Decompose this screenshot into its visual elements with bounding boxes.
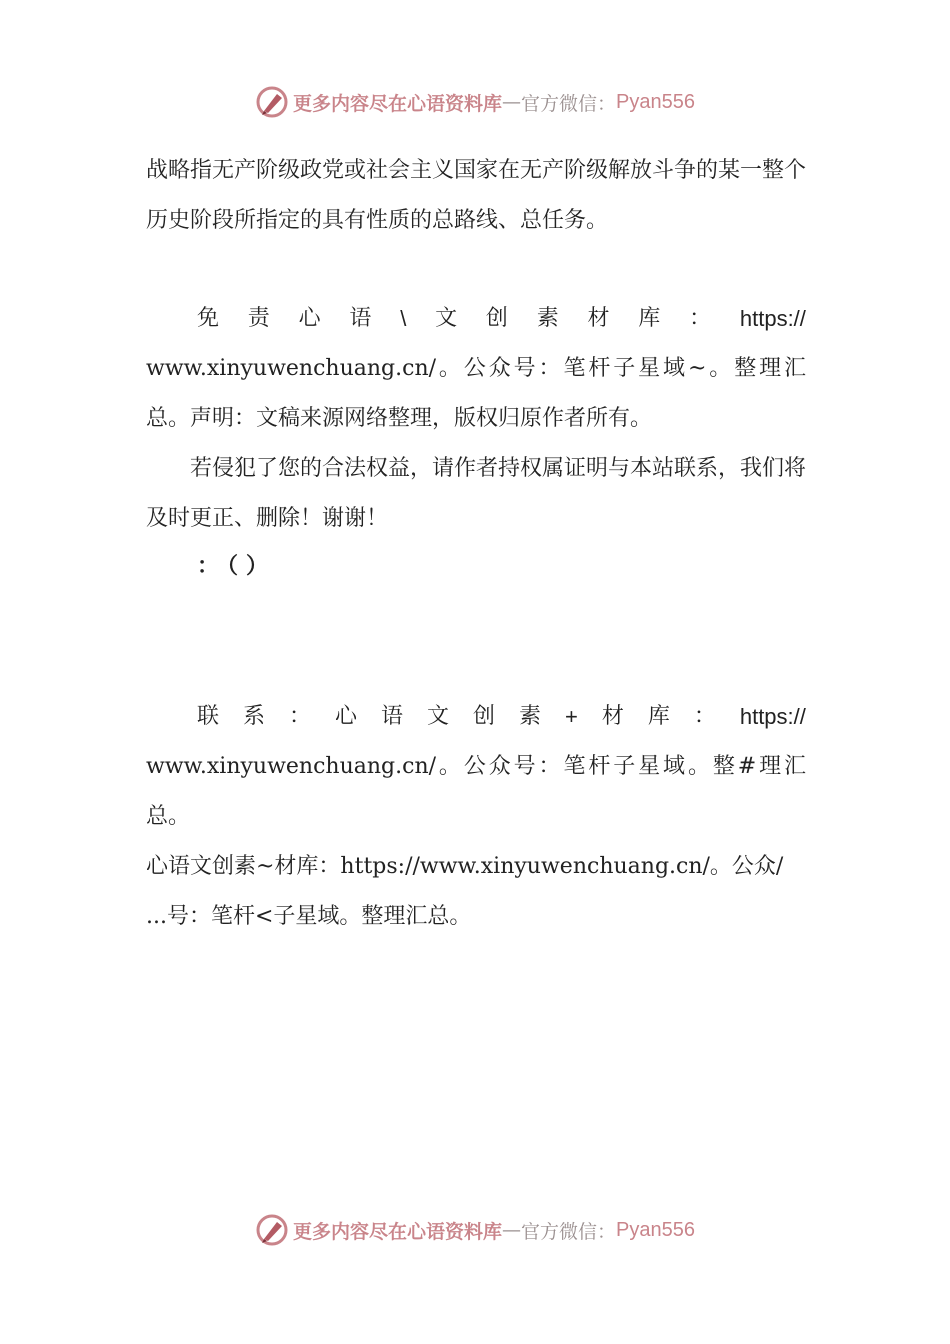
contact-heading-char: 创 [473, 704, 496, 729]
disclaimer-heading-char: 素 [536, 306, 559, 331]
contact-heading-char: https:// [739, 704, 806, 729]
disclaimer-heading-char: ： [689, 306, 712, 331]
disclaimer-block [146, 294, 806, 588]
library-line-1: 心语文创素~材库：https://www.xinyuwenchuang.cn/。公众/ [146, 854, 784, 879]
disclaimer-heading-char: 心 [298, 306, 321, 331]
infringement-notice: 若侵犯了您的合法权益，请作者持权属证明与本站联系，我们将及时更正、删除！谢谢！ [146, 456, 807, 531]
footer-banner-wechat-id: Pyan556 [616, 1218, 695, 1241]
disclaimer-heading-char: 免 [197, 306, 220, 331]
disclaimer-heading-char: 语 [349, 306, 372, 331]
library-line-2: ...号：笔杆<子星域。整理汇总。 [146, 904, 472, 929]
contact-heading-char: ： [289, 704, 312, 729]
footer-banner-dash: — [502, 1219, 522, 1241]
header-banner-wechat-label: 官方微信： [521, 92, 617, 115]
contact-heading-char: 联 [197, 704, 220, 729]
disclaimer-heading-char: 材 [587, 306, 610, 331]
contact-body: www.xinyuwenchuang.cn/。公众号：笔杆子星域。整#理汇总。 [146, 754, 806, 829]
pen-nib-circle-icon [255, 85, 289, 119]
disclaimer-heading-char: https:// [739, 306, 806, 331]
contact-heading-char: 素 [519, 704, 542, 729]
contact-heading-char: 库 [647, 704, 670, 729]
footer-banner-title: 更多内容尽在心语资料库 [293, 1220, 503, 1243]
pen-nib-circle-icon [255, 1213, 289, 1247]
contact-heading-line [146, 692, 806, 742]
disclaimer-heading-char: \ [400, 306, 407, 331]
main-text-block [146, 146, 806, 246]
page-header-banner [0, 82, 950, 122]
contact-heading-char: 语 [381, 704, 404, 729]
header-banner-title: 更多内容尽在心语资料库 [293, 92, 503, 115]
footer-banner-wechat-label: 官方微信： [521, 1220, 617, 1243]
contact-heading-char: 文 [427, 704, 450, 729]
page-footer-banner [0, 1210, 950, 1250]
contact-heading-char: ： [693, 704, 716, 729]
strategy-definition-paragraph: 战略指无产阶级政党或社会主义国家在无产阶级解放斗争的某一整个历史阶段所指定的具有性质的总路线、总任务。 [146, 158, 807, 233]
colon-paren-line: ：（） [197, 553, 277, 578]
contact-heading-char: + [565, 704, 578, 729]
contact-heading-char: 系 [243, 704, 266, 729]
header-banner-wechat-id: Pyan556 [616, 90, 695, 113]
contact-heading-char: 心 [335, 704, 358, 729]
contact-heading-char: 材 [601, 704, 624, 729]
disclaimer-heading-char: 库 [638, 306, 661, 331]
contact-block [146, 692, 806, 942]
disclaimer-heading-char: 责 [247, 306, 270, 331]
disclaimer-heading-char: 创 [485, 306, 508, 331]
disclaimer-heading-char: 文 [435, 306, 458, 331]
disclaimer-heading-line [146, 294, 806, 344]
header-banner-dash: — [502, 91, 522, 113]
disclaimer-body: www.xinyuwenchuang.cn/。公众号：笔杆子星域~。整理汇总。声明：文稿来源网络整理，版权归原作者所有。 [146, 356, 806, 431]
